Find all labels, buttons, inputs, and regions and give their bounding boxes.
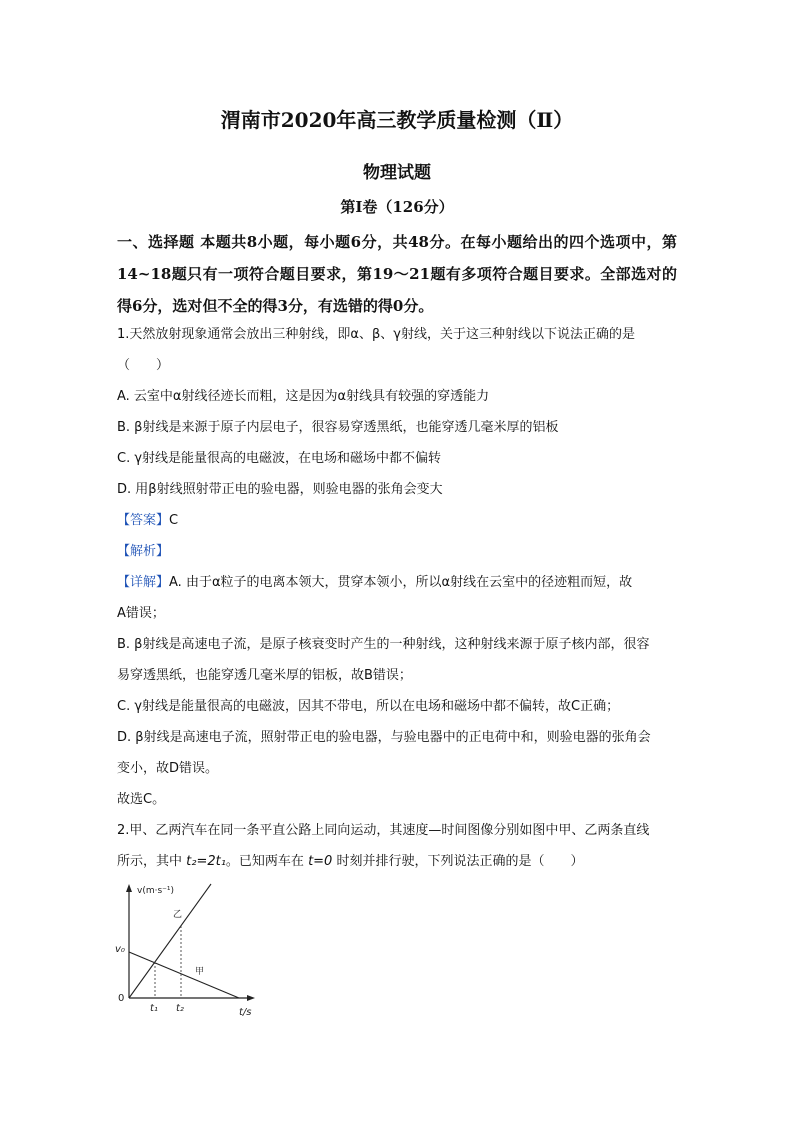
detail-d-line2: 变小，故D错误。 <box>117 761 219 776</box>
answer-value: C <box>169 513 179 528</box>
q2-relation: t₂=2t₁ <box>186 854 226 869</box>
q2-stem-post: 时刻并排行驶，下列说法正确的是（ ） <box>332 854 584 869</box>
line-yi-label: 乙 <box>173 910 183 920</box>
exam-subtitle: 物理试题 <box>363 163 431 183</box>
q2-stem-line2 <box>117 846 682 877</box>
q1-option-d: D. 用β射线照射带正电的验电器，则验电器的张角会变大 <box>117 482 443 497</box>
exam-title: 渭南市2020年高三教学质量检测（Ⅱ） <box>220 108 574 132</box>
q1-stem-line1: 1.天然放射现象通常会放出三种射线，即α、β、γ射线，关于这三种射线以下说法正确的是 <box>117 327 635 342</box>
x-axis-arrow <box>247 995 255 1001</box>
line-jia-label: 甲 <box>195 967 205 977</box>
analysis-tag: 【解析】 <box>117 544 170 559</box>
x-axis-label: t/s <box>239 1007 252 1018</box>
y-axis-arrow <box>126 884 132 892</box>
question-body <box>117 319 682 877</box>
q1-option-b: B. β射线是来源于原子内层电子，很容易穿透黑纸，也能穿透几毫米厚的铝板 <box>117 420 559 435</box>
t1-label: t₁ <box>150 1003 158 1014</box>
answer-tag: 【答案】 <box>117 513 170 528</box>
detail-b-line1: B. β射线是高速电子流，是原子核衰变时产生的一种射线，这种射线来源于原子核内部，很容 <box>117 637 650 652</box>
detail-c: C. γ射线是能量很高的电磁波，因其不带电，所以在电场和磁场中都不偏转，故C正确； <box>117 699 620 714</box>
detail-b-line2: 易穿透黑纸，也能穿透几毫米厚的铝板，故B错误； <box>117 668 412 683</box>
t2-label: t₂ <box>176 1003 184 1014</box>
q2-time-zero: t=0 <box>308 854 333 869</box>
q1-conclusion: 故选C。 <box>117 792 166 807</box>
q1-stem-line2: （ ） <box>117 358 170 373</box>
v0-label: v₀ <box>115 944 125 955</box>
q2-stem-line1: 2.甲、乙两汽车在同一条平直公路上同向运动，其速度—时间图像分别如图中甲、乙两条直线 <box>117 823 650 838</box>
q2-stem-pre: 所示，其中 <box>117 854 187 869</box>
q1-option-c: C. γ射线是能量很高的电磁波，在电场和磁场中都不偏转 <box>117 451 442 466</box>
q1-answer <box>117 505 682 536</box>
q1-option-a: A. 云室中α射线径迹长而粗，这是因为α射线具有较强的穿透能力 <box>117 389 490 404</box>
detail-a-line2: A错误； <box>117 606 165 621</box>
detail-d-line1: D. β射线是高速电子流，照射带正电的验电器，与验电器中的正电荷中和，则验电器的张角会 <box>117 730 651 745</box>
origin-label: 0 <box>118 993 125 1004</box>
detail-a-line1 <box>117 567 682 598</box>
velocity-time-graph <box>115 880 265 1020</box>
exam-part: 第Ⅰ卷（126分） <box>340 198 454 216</box>
section-intro: 一、选择题 本题共8小题，每小题6分，共48分。在每小题给出的四个选项中，第14~18题只有一项符合题目要求，第19～21题有多项符合题目要求。全部选对的得6分，选对但不全的得3分，有选错的得0分。 <box>117 233 677 315</box>
q2-stem-mid: 。已知两车在 <box>225 854 309 869</box>
detail-tag: 【详解】 <box>117 575 170 590</box>
y-axis-label: v(m·s⁻¹) <box>137 886 175 896</box>
detail-a-text: A. 由于α粒子的电离本领大，贯穿本领小，所以α射线在云室中的径迹粗而短，故 <box>169 575 633 590</box>
